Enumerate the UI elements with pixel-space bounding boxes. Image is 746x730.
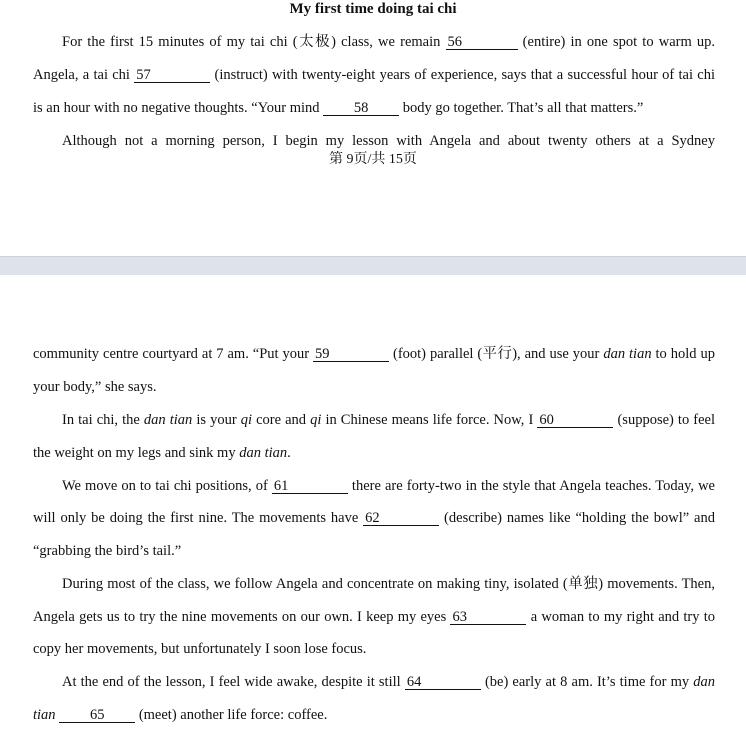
text: community centre courtyard at 7 am. “Put your	[33, 346, 314, 362]
text: a woman to my right and try to	[526, 609, 715, 625]
text: (describe) names like “holding the bowl” and	[439, 510, 715, 526]
text-line	[33, 66, 715, 84]
text-line	[62, 33, 715, 51]
page-divider	[0, 256, 746, 276]
text-line	[33, 509, 715, 527]
text: to hold up	[651, 346, 715, 362]
text-line	[33, 444, 715, 462]
text: In tai chi, the	[62, 412, 144, 428]
text: (entire) in one spot to warm up.	[517, 34, 716, 50]
text-line	[33, 608, 715, 626]
blank-57[interactable]: 57	[134, 68, 210, 83]
blank-58[interactable]: 58	[323, 101, 399, 116]
text: the weight on my legs and sink my	[33, 445, 240, 461]
text-italic: qi	[310, 412, 322, 428]
document-page-2	[0, 275, 746, 730]
text: (be) early at 8 am. It’s time for my	[480, 674, 694, 690]
blank-56[interactable]: 56	[446, 35, 518, 50]
text: (suppose) to feel	[613, 412, 715, 428]
blank-64[interactable]: 64	[405, 675, 481, 690]
text: Angela, a tai chi	[33, 67, 135, 83]
blank-61[interactable]: 61	[272, 479, 348, 494]
text: in Chinese means life force. Now, I	[321, 412, 538, 428]
text-italic: dan	[693, 674, 715, 690]
text-italic: dan tian	[603, 346, 652, 362]
text: will only be doing the first nine. The movements have	[33, 510, 364, 526]
blank-63[interactable]: 63	[450, 610, 526, 625]
text-line	[33, 706, 715, 724]
blank-60[interactable]: 60	[537, 413, 613, 428]
text-line: copy her movements, but unfortunately I soon lose focus.	[33, 641, 367, 657]
text: (instruct) with twenty-eight years of experience, says that a successful hour of tai chi	[210, 67, 716, 83]
text-line: During most of the class, we follow Angela and concentrate on making tiny, isolated (单独) movements. Then,	[62, 576, 715, 592]
text: is your	[192, 412, 241, 428]
text-italic: dan tian	[143, 412, 193, 428]
text: We move on to tai chi positions, of	[62, 478, 272, 494]
text-line: Although not a morning person, I begin my lesson with Angela and about twenty others at a Sydney	[62, 133, 715, 149]
text: At the end of the lesson, I feel wide awake, despite it still	[62, 674, 405, 690]
text-line: “grabbing the bird’s tail.”	[33, 543, 182, 559]
text-line	[62, 411, 715, 429]
text-italic: dan tian	[239, 445, 288, 461]
text: core and	[252, 412, 311, 428]
text: (meet) another life force: coffee.	[135, 707, 328, 723]
text-italic: qi	[240, 412, 253, 428]
text-line	[62, 673, 715, 691]
text-line: your body,” she says.	[33, 379, 157, 395]
text: there are forty-two in the style that Angela teaches. Today, we	[347, 478, 715, 494]
blank-62[interactable]: 62	[363, 511, 439, 526]
text: Angela gets us to try the nine movements on our own. I keep my eyes	[33, 609, 451, 625]
text: is an hour with no negative thoughts. “Your mind	[33, 100, 324, 116]
text-line	[33, 99, 715, 117]
page-footer: 第 9页/共 15页	[329, 152, 417, 167]
blank-59[interactable]: 59	[313, 347, 389, 362]
text-italic: tian	[33, 707, 56, 723]
document-page-1	[0, 0, 746, 256]
text: body go together. That’s all that matters.”	[399, 100, 644, 116]
text-line	[33, 345, 715, 363]
text: .	[287, 445, 291, 461]
article-title: My first time doing tai chi	[289, 1, 457, 17]
text-line	[62, 477, 715, 495]
blank-65[interactable]: 65	[59, 708, 135, 723]
text: For the first 15 minutes of my tai chi (太极) class, we remain	[62, 34, 446, 50]
text: (foot) parallel (平行), and use your	[389, 346, 604, 362]
